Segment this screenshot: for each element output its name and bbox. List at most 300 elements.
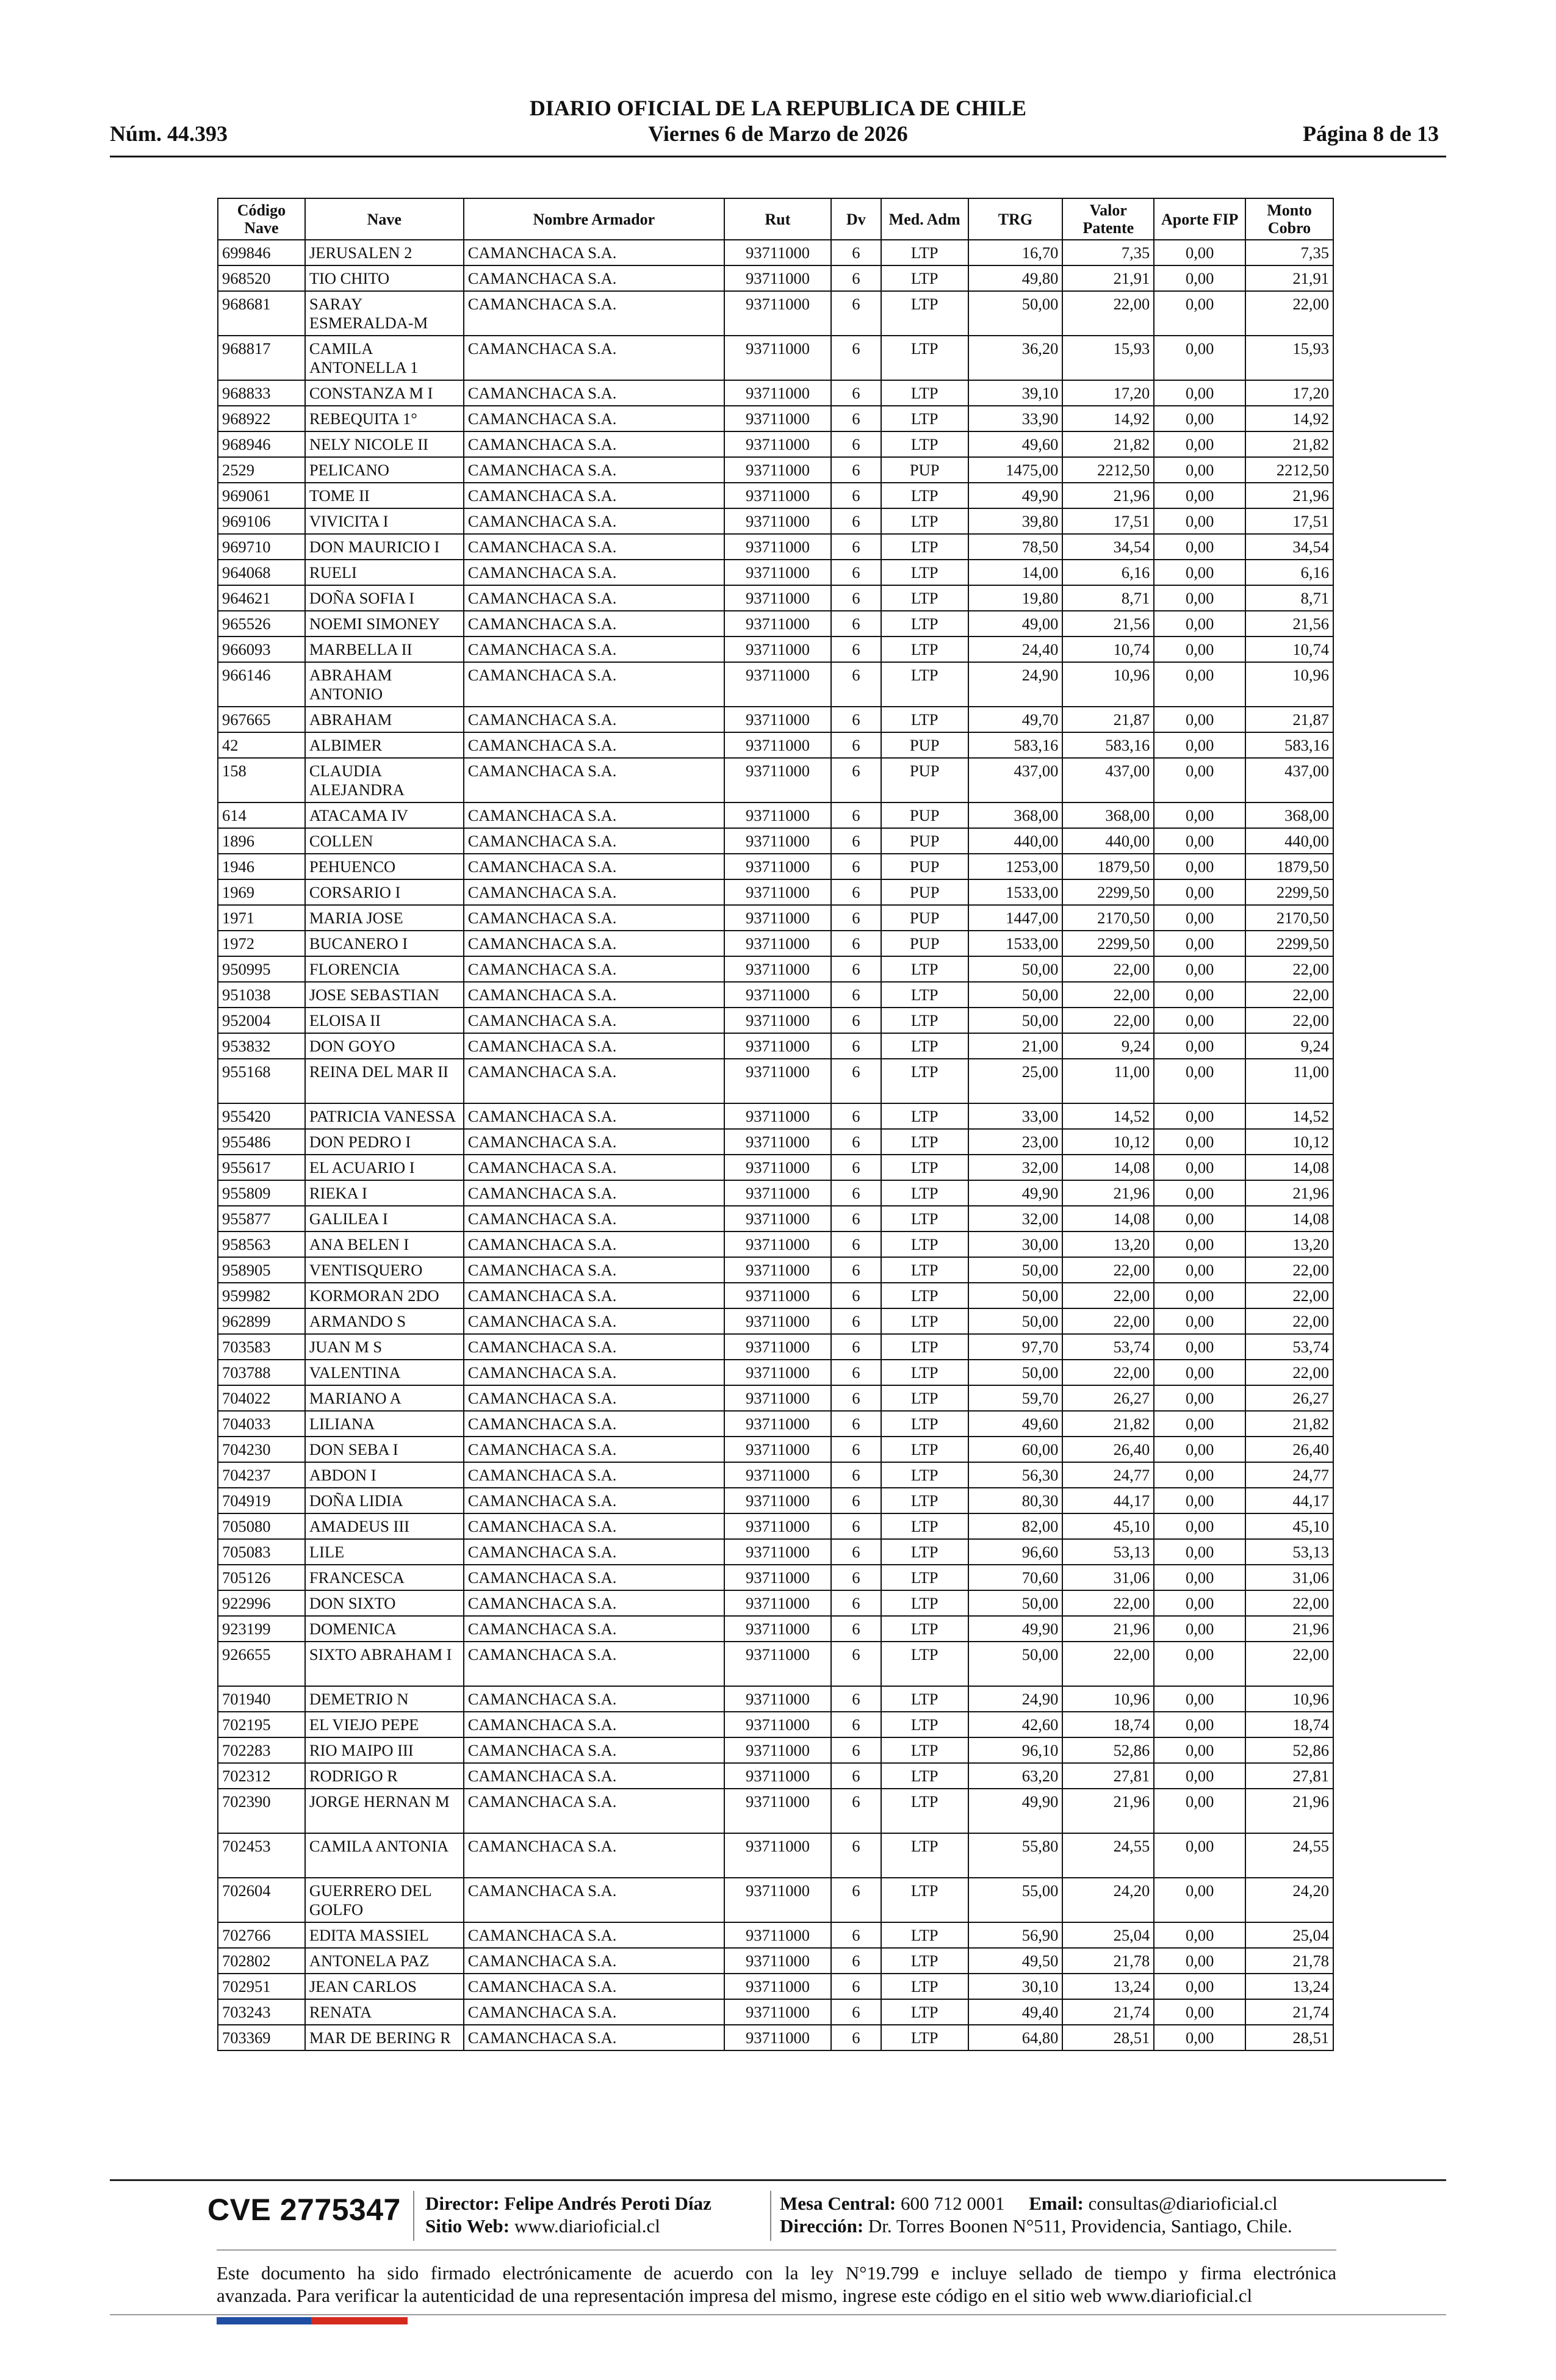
cell-monto-cobro: 21,56 (1245, 611, 1333, 636)
cell-rut: 93711000 (724, 1033, 831, 1059)
cell-dv: 6 (831, 1033, 881, 1059)
cell-monto-cobro: 22,00 (1245, 1008, 1333, 1033)
cell-valor-patente: 24,77 (1062, 1462, 1154, 1488)
cell-nave: COLLEN (305, 828, 464, 854)
table-row (218, 802, 1333, 828)
table-row (218, 1308, 1333, 1334)
cell-rut: 93711000 (724, 1360, 831, 1385)
cell-rut: 93711000 (724, 1789, 831, 1833)
cell-nave: ATACAMA IV (305, 802, 464, 828)
cell-rut: 93711000 (724, 483, 831, 508)
cell-nave: VIVICITA I (305, 508, 464, 534)
cell-monto-cobro: 440,00 (1245, 828, 1333, 854)
cell-valor-patente: 21,96 (1062, 1616, 1154, 1642)
cell-codigo: 158 (218, 758, 305, 802)
cell-trg: 16,70 (968, 240, 1063, 265)
cell-med-adm: PUP (881, 732, 968, 758)
cell-valor-patente: 24,55 (1062, 1833, 1154, 1878)
cell-monto-cobro: 28,51 (1245, 2025, 1333, 2050)
flag-bar-blue (217, 2317, 311, 2324)
cell-codigo: 968833 (218, 380, 305, 406)
cell-armador: CAMANCHACA S.A. (464, 854, 724, 879)
website-line (425, 2215, 660, 2237)
cell-rut: 93711000 (724, 1308, 831, 1334)
cell-dv: 6 (831, 336, 881, 380)
cell-dv: 6 (831, 662, 881, 707)
cell-rut: 93711000 (724, 1565, 831, 1590)
cell-monto-cobro: 14,92 (1245, 406, 1333, 431)
cell-med-adm: LTP (881, 611, 968, 636)
cell-monto-cobro: 31,06 (1245, 1565, 1333, 1590)
table-row (218, 854, 1333, 879)
cell-nave: ABRAHAM (305, 707, 464, 732)
table-row (218, 1686, 1333, 1712)
cell-armador: CAMANCHACA S.A. (464, 406, 724, 431)
cell-codigo: 955486 (218, 1129, 305, 1155)
cell-dv: 6 (831, 828, 881, 854)
cell-armador: CAMANCHACA S.A. (464, 1878, 724, 1922)
cell-rut: 93711000 (724, 854, 831, 879)
cell-med-adm: LTP (881, 1513, 968, 1539)
cell-trg: 49,40 (968, 1999, 1063, 2025)
cell-aporte-fip: 0,00 (1154, 931, 1245, 956)
cell-nave: FRANCESCA (305, 1565, 464, 1590)
cell-codigo: 701940 (218, 1686, 305, 1712)
cell-codigo: 1946 (218, 854, 305, 879)
cell-dv: 6 (831, 1411, 881, 1437)
cell-aporte-fip: 0,00 (1154, 1206, 1245, 1231)
cell-nave: REBEQUITA 1° (305, 406, 464, 431)
cell-trg: 63,20 (968, 1763, 1063, 1789)
cell-nave: JUAN M S (305, 1334, 464, 1360)
cell-codigo: 1969 (218, 879, 305, 905)
cell-aporte-fip: 0,00 (1154, 336, 1245, 380)
cell-armador: CAMANCHACA S.A. (464, 1155, 724, 1180)
cell-aporte-fip: 0,00 (1154, 1334, 1245, 1360)
cell-dv: 6 (831, 406, 881, 431)
cell-rut: 93711000 (724, 611, 831, 636)
cell-rut: 93711000 (724, 662, 831, 707)
cell-monto-cobro: 34,54 (1245, 534, 1333, 560)
cell-codigo: 964621 (218, 585, 305, 611)
email-link[interactable]: consultas@diarioficial.cl (1088, 2193, 1278, 2214)
cell-med-adm: LTP (881, 1385, 968, 1411)
cell-valor-patente: 10,74 (1062, 636, 1154, 662)
cell-rut: 93711000 (724, 1180, 831, 1206)
cell-monto-cobro: 22,00 (1245, 1642, 1333, 1686)
cell-aporte-fip: 0,00 (1154, 956, 1245, 982)
cell-codigo: 969710 (218, 534, 305, 560)
cell-rut: 93711000 (724, 1712, 831, 1737)
cell-armador: CAMANCHACA S.A. (464, 1462, 724, 1488)
cell-armador: CAMANCHACA S.A. (464, 802, 724, 828)
cell-med-adm: LTP (881, 1308, 968, 1334)
table-row (218, 1539, 1333, 1565)
cell-aporte-fip: 0,00 (1154, 1283, 1245, 1308)
cell-monto-cobro: 22,00 (1245, 1283, 1333, 1308)
cell-rut: 93711000 (724, 732, 831, 758)
cell-nave: RIEKA I (305, 1180, 464, 1206)
cell-codigo: 614 (218, 802, 305, 828)
cell-nave: ANTONELA PAZ (305, 1948, 464, 1974)
cell-monto-cobro: 6,16 (1245, 560, 1333, 585)
cell-armador: CAMANCHACA S.A. (464, 1437, 724, 1462)
email-label: Email: (1029, 2193, 1084, 2214)
cell-monto-cobro: 25,04 (1245, 1922, 1333, 1948)
cell-trg: 50,00 (968, 1308, 1063, 1334)
cell-valor-patente: 22,00 (1062, 1008, 1154, 1033)
cell-med-adm: LTP (881, 1411, 968, 1437)
cell-armador: CAMANCHACA S.A. (464, 2025, 724, 2050)
cell-valor-patente: 34,54 (1062, 534, 1154, 560)
cell-dv: 6 (831, 1385, 881, 1411)
table-row (218, 1206, 1333, 1231)
cell-armador: CAMANCHACA S.A. (464, 560, 724, 585)
cell-med-adm: LTP (881, 1206, 968, 1231)
cell-armador: CAMANCHACA S.A. (464, 1513, 724, 1539)
cell-dv: 6 (831, 1922, 881, 1948)
cell-rut: 93711000 (724, 1103, 831, 1129)
cell-rut: 93711000 (724, 1999, 831, 2025)
cell-armador: CAMANCHACA S.A. (464, 1129, 724, 1155)
cell-armador: CAMANCHACA S.A. (464, 662, 724, 707)
cell-aporte-fip: 0,00 (1154, 1565, 1245, 1590)
table-row (218, 1948, 1333, 1974)
cell-rut: 93711000 (724, 1642, 831, 1686)
cell-rut: 93711000 (724, 1008, 831, 1033)
cell-rut: 93711000 (724, 508, 831, 534)
cell-trg: 437,00 (968, 758, 1063, 802)
cell-rut: 93711000 (724, 879, 831, 905)
table-row (218, 1155, 1333, 1180)
cell-armador: CAMANCHACA S.A. (464, 483, 724, 508)
cell-dv: 6 (831, 265, 881, 291)
cell-nave: DEMETRIO N (305, 1686, 464, 1712)
cell-valor-patente: 18,74 (1062, 1712, 1154, 1737)
cell-med-adm: LTP (881, 1789, 968, 1833)
cell-aporte-fip: 0,00 (1154, 560, 1245, 585)
cell-armador: CAMANCHACA S.A. (464, 1789, 724, 1833)
cell-aporte-fip: 0,00 (1154, 905, 1245, 931)
cell-monto-cobro: 17,51 (1245, 508, 1333, 534)
cell-valor-patente: 583,16 (1062, 732, 1154, 758)
cell-codigo: 958563 (218, 1231, 305, 1257)
cell-nave: CORSARIO I (305, 879, 464, 905)
cell-dv: 6 (831, 1948, 881, 1974)
cell-monto-cobro: 21,96 (1245, 1180, 1333, 1206)
cell-trg: 1533,00 (968, 931, 1063, 956)
cell-monto-cobro: 53,74 (1245, 1334, 1333, 1360)
cell-med-adm: LTP (881, 1008, 968, 1033)
cell-codigo: 953832 (218, 1033, 305, 1059)
cell-nave: RIO MAIPO III (305, 1737, 464, 1763)
cell-trg: 55,00 (968, 1878, 1063, 1922)
cell-med-adm: PUP (881, 854, 968, 879)
cell-med-adm: LTP (881, 508, 968, 534)
table-row (218, 1999, 1333, 2025)
cell-valor-patente: 22,00 (1062, 982, 1154, 1008)
cell-valor-patente: 2170,50 (1062, 905, 1154, 931)
cell-nave: DON GOYO (305, 1033, 464, 1059)
cell-rut: 93711000 (724, 1878, 831, 1922)
table-row (218, 1789, 1333, 1833)
cell-armador: CAMANCHACA S.A. (464, 1974, 724, 1999)
table-row (218, 1590, 1333, 1616)
cell-nave: PEHUENCO (305, 854, 464, 879)
column-header: Rut (724, 198, 831, 240)
cell-med-adm: PUP (881, 828, 968, 854)
cell-rut: 93711000 (724, 1948, 831, 1974)
cell-monto-cobro: 21,96 (1245, 1616, 1333, 1642)
table-row (218, 1103, 1333, 1129)
cell-valor-patente: 28,51 (1062, 2025, 1154, 2050)
cell-armador: CAMANCHACA S.A. (464, 1922, 724, 1948)
cell-monto-cobro: 22,00 (1245, 1360, 1333, 1385)
cell-aporte-fip: 0,00 (1154, 1180, 1245, 1206)
cell-valor-patente: 368,00 (1062, 802, 1154, 828)
cell-med-adm: LTP (881, 585, 968, 611)
cell-armador: CAMANCHACA S.A. (464, 1231, 724, 1257)
table-row (218, 611, 1333, 636)
cell-aporte-fip: 0,00 (1154, 1360, 1245, 1385)
cell-dv: 6 (831, 1616, 881, 1642)
cell-armador: CAMANCHACA S.A. (464, 1737, 724, 1763)
cell-monto-cobro: 14,08 (1245, 1206, 1333, 1231)
cell-aporte-fip: 0,00 (1154, 406, 1245, 431)
cell-valor-patente: 26,27 (1062, 1385, 1154, 1411)
cell-dv: 6 (831, 1590, 881, 1616)
cell-armador: CAMANCHACA S.A. (464, 879, 724, 905)
cell-valor-patente: 1879,50 (1062, 854, 1154, 879)
cell-valor-patente: 11,00 (1062, 1059, 1154, 1103)
cell-armador: CAMANCHACA S.A. (464, 931, 724, 956)
cell-codigo: 968922 (218, 406, 305, 431)
cell-nave: TOME II (305, 483, 464, 508)
cell-trg: 50,00 (968, 982, 1063, 1008)
cell-med-adm: LTP (881, 1878, 968, 1922)
cell-nave: ALBIMER (305, 732, 464, 758)
table-header-row (218, 198, 1333, 240)
cell-nave: JOSE SEBASTIAN (305, 982, 464, 1008)
cell-codigo: 922996 (218, 1590, 305, 1616)
column-header: Med. Adm (881, 198, 968, 240)
cell-aporte-fip: 0,00 (1154, 1033, 1245, 1059)
cell-codigo: 968946 (218, 431, 305, 457)
cell-monto-cobro: 13,20 (1245, 1231, 1333, 1257)
cell-valor-patente: 10,96 (1062, 1686, 1154, 1712)
cell-codigo: 704230 (218, 1437, 305, 1462)
cell-aporte-fip: 0,00 (1154, 1616, 1245, 1642)
cell-dv: 6 (831, 1686, 881, 1712)
cell-aporte-fip: 0,00 (1154, 1590, 1245, 1616)
cell-rut: 93711000 (724, 1206, 831, 1231)
issue-date: Viernes 6 de Marzo de 2026 (648, 121, 908, 146)
cell-aporte-fip: 0,00 (1154, 1763, 1245, 1789)
mesa-phone: 600 712 0001 (901, 2193, 1005, 2214)
cell-codigo: 969106 (218, 508, 305, 534)
cell-codigo: 955809 (218, 1180, 305, 1206)
cell-med-adm: LTP (881, 2025, 968, 2050)
cell-aporte-fip: 0,00 (1154, 1155, 1245, 1180)
cell-dv: 6 (831, 291, 881, 336)
table-row (218, 758, 1333, 802)
cell-nave: JEAN CARLOS (305, 1974, 464, 1999)
cell-nave: ABDON I (305, 1462, 464, 1488)
cell-aporte-fip: 0,00 (1154, 1308, 1245, 1334)
cell-med-adm: LTP (881, 1033, 968, 1059)
cell-med-adm: LTP (881, 1462, 968, 1488)
cell-aporte-fip: 0,00 (1154, 1737, 1245, 1763)
cell-dv: 6 (831, 1180, 881, 1206)
cell-med-adm: LTP (881, 1642, 968, 1686)
cell-rut: 93711000 (724, 982, 831, 1008)
cell-med-adm: LTP (881, 1763, 968, 1789)
table-row (218, 1737, 1333, 1763)
cell-valor-patente: 6,16 (1062, 560, 1154, 585)
column-header: Monto Cobro (1245, 198, 1333, 240)
website-label: Sitio Web: (425, 2215, 510, 2237)
cell-codigo: 926655 (218, 1642, 305, 1686)
cell-armador: CAMANCHACA S.A. (464, 240, 724, 265)
cell-nave: JERUSALEN 2 (305, 240, 464, 265)
cell-aporte-fip: 0,00 (1154, 508, 1245, 534)
cell-codigo: 702195 (218, 1712, 305, 1737)
cell-dv: 6 (831, 585, 881, 611)
cell-trg: 39,80 (968, 508, 1063, 534)
table-row (218, 380, 1333, 406)
cell-med-adm: LTP (881, 1155, 968, 1180)
cell-valor-patente: 8,71 (1062, 585, 1154, 611)
cell-med-adm: LTP (881, 1833, 968, 1878)
cell-aporte-fip: 0,00 (1154, 1008, 1245, 1033)
table-row (218, 1974, 1333, 1999)
cell-armador: CAMANCHACA S.A. (464, 828, 724, 854)
cell-med-adm: LTP (881, 1283, 968, 1308)
cell-med-adm: LTP (881, 636, 968, 662)
cell-codigo: 955168 (218, 1059, 305, 1103)
cell-trg: 49,70 (968, 707, 1063, 732)
cell-valor-patente: 13,24 (1062, 1974, 1154, 1999)
cell-dv: 6 (831, 854, 881, 879)
address-label: Dirección: (780, 2215, 864, 2237)
cell-trg: 1533,00 (968, 879, 1063, 905)
cell-nave: DON PEDRO I (305, 1129, 464, 1155)
table-row (218, 336, 1333, 380)
cell-med-adm: LTP (881, 1231, 968, 1257)
cell-armador: CAMANCHACA S.A. (464, 585, 724, 611)
column-header: Código Nave (218, 198, 305, 240)
table-row (218, 240, 1333, 265)
footer-bottom-divider (110, 2314, 1446, 2315)
cell-trg: 49,90 (968, 1789, 1063, 1833)
cell-trg: 21,00 (968, 1033, 1063, 1059)
cell-monto-cobro: 21,82 (1245, 431, 1333, 457)
cell-aporte-fip: 0,00 (1154, 380, 1245, 406)
cell-valor-patente: 53,13 (1062, 1539, 1154, 1565)
cell-aporte-fip: 0,00 (1154, 291, 1245, 336)
cell-dv: 6 (831, 1283, 881, 1308)
website-link[interactable]: www.diarioficial.cl (514, 2215, 660, 2237)
cell-rut: 93711000 (724, 336, 831, 380)
cell-trg: 50,00 (968, 291, 1063, 336)
cell-rut: 93711000 (724, 1059, 831, 1103)
table-row (218, 2025, 1333, 2050)
cell-monto-cobro: 8,71 (1245, 585, 1333, 611)
cell-trg: 440,00 (968, 828, 1063, 854)
cell-rut: 93711000 (724, 707, 831, 732)
contact-line (780, 2193, 1278, 2215)
cell-dv: 6 (831, 707, 881, 732)
cell-trg: 96,10 (968, 1737, 1063, 1763)
cell-valor-patente: 22,00 (1062, 1257, 1154, 1283)
cell-rut: 93711000 (724, 1539, 831, 1565)
cell-valor-patente: 17,51 (1062, 508, 1154, 534)
cell-nave: REINA DEL MAR II (305, 1059, 464, 1103)
cell-med-adm: PUP (881, 905, 968, 931)
cell-aporte-fip: 0,00 (1154, 1833, 1245, 1878)
cell-rut: 93711000 (724, 1155, 831, 1180)
cell-med-adm: PUP (881, 802, 968, 828)
page-indicator: Página 8 de 13 (1302, 121, 1439, 146)
table-row (218, 1129, 1333, 1155)
cell-med-adm: LTP (881, 956, 968, 982)
cell-nave: NOEMI SIMONEY (305, 611, 464, 636)
cell-armador: CAMANCHACA S.A. (464, 1283, 724, 1308)
cell-aporte-fip: 0,00 (1154, 1686, 1245, 1712)
cell-armador: CAMANCHACA S.A. (464, 1411, 724, 1437)
cell-monto-cobro: 21,96 (1245, 483, 1333, 508)
cell-armador: CAMANCHACA S.A. (464, 1616, 724, 1642)
cell-nave: RODRIGO R (305, 1763, 464, 1789)
cell-codigo: 968817 (218, 336, 305, 380)
cell-med-adm: LTP (881, 336, 968, 380)
column-header: Valor Patente (1062, 198, 1154, 240)
cell-armador: CAMANCHACA S.A. (464, 1833, 724, 1878)
cell-rut: 93711000 (724, 828, 831, 854)
cell-nave: CLAUDIA ALEJANDRA (305, 758, 464, 802)
cell-aporte-fip: 0,00 (1154, 982, 1245, 1008)
cell-codigo: 951038 (218, 982, 305, 1008)
cell-rut: 93711000 (724, 1686, 831, 1712)
table-row (218, 406, 1333, 431)
table-row (218, 483, 1333, 508)
cell-monto-cobro: 13,24 (1245, 1974, 1333, 1999)
cell-nave: CONSTANZA M I (305, 380, 464, 406)
cell-nave: SARAY ESMERALDA-M (305, 291, 464, 336)
cell-aporte-fip: 0,00 (1154, 1385, 1245, 1411)
newspaper-title: DIARIO OFICIAL DE LA REPUBLICA DE CHILE (529, 96, 1027, 120)
cell-dv: 6 (831, 380, 881, 406)
cell-dv: 6 (831, 905, 881, 931)
table-row (218, 956, 1333, 982)
cell-codigo: 966093 (218, 636, 305, 662)
cell-aporte-fip: 0,00 (1154, 1059, 1245, 1103)
cell-valor-patente: 53,74 (1062, 1334, 1154, 1360)
cell-nave: CAMILA ANTONELLA 1 (305, 336, 464, 380)
cell-valor-patente: 21,87 (1062, 707, 1154, 732)
cell-monto-cobro: 22,00 (1245, 956, 1333, 982)
column-header: Nombre Armador (464, 198, 724, 240)
cell-aporte-fip: 0,00 (1154, 732, 1245, 758)
cve-code: CVE 2775347 (207, 2193, 401, 2227)
table-row (218, 291, 1333, 336)
cell-aporte-fip: 0,00 (1154, 534, 1245, 560)
cell-trg: 96,60 (968, 1539, 1063, 1565)
table-row (218, 636, 1333, 662)
cell-armador: CAMANCHACA S.A. (464, 1999, 724, 2025)
cell-nave: NELY NICOLE II (305, 431, 464, 457)
cell-dv: 6 (831, 1763, 881, 1789)
